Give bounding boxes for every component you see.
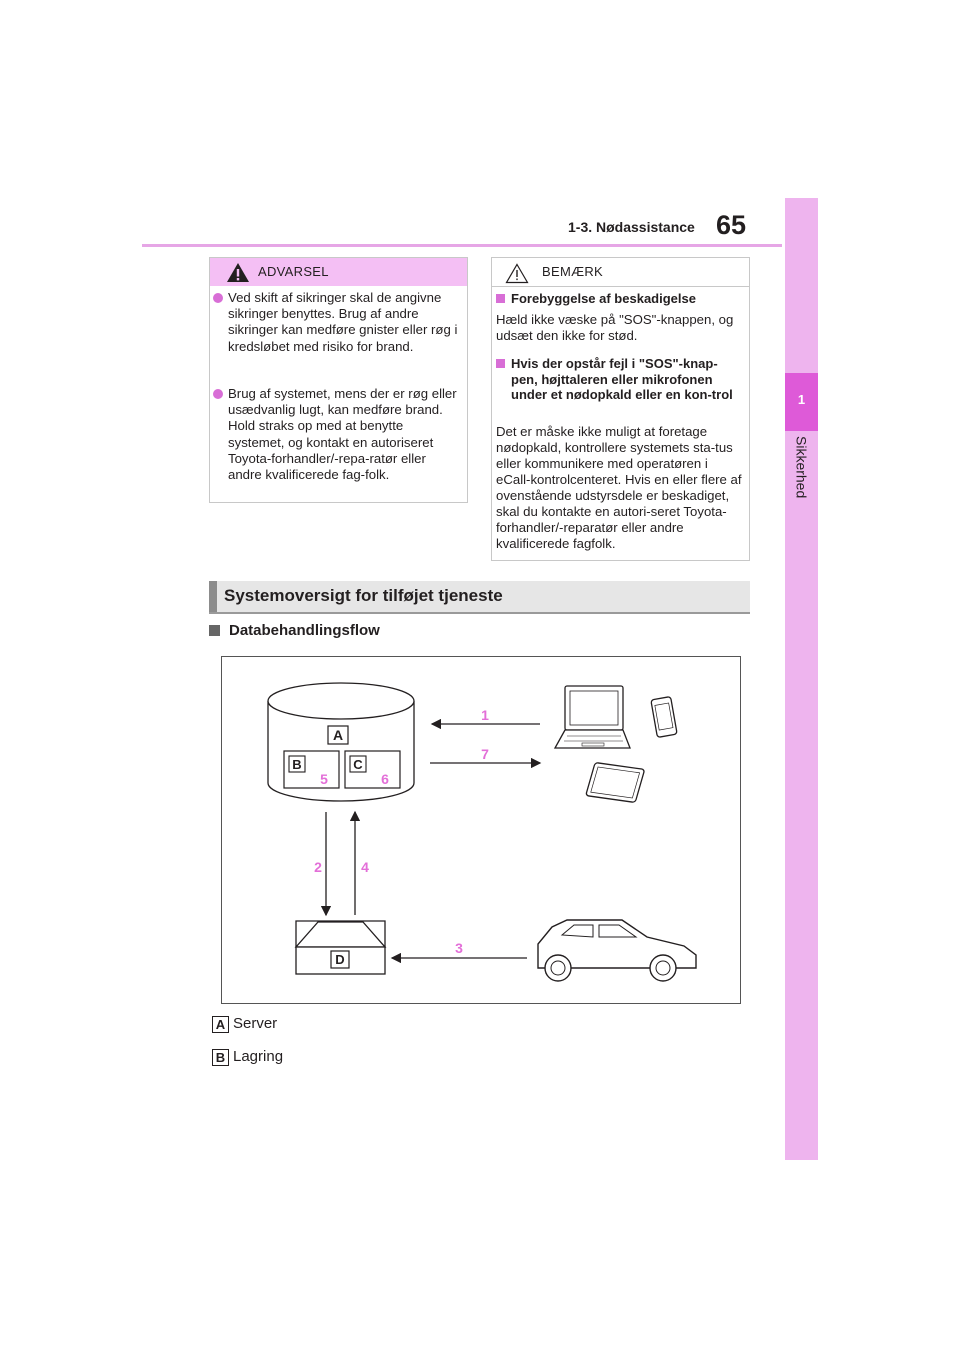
car-icon	[538, 920, 696, 981]
legend-text-a: Server	[233, 1015, 278, 1032]
server-label: A	[332, 727, 344, 743]
note-heading-2: Hvis der opstår fejl i "SOS"-knap-pen, højttaleren eller mikrofonen under et nødopkald eller en kon-trol	[511, 356, 733, 402]
bullet-icon	[213, 293, 223, 303]
caution-triangle-icon	[505, 263, 529, 284]
legend-key-a: A	[212, 1016, 229, 1033]
d-label: D	[335, 952, 345, 967]
legend-key-b: B	[212, 1049, 229, 1066]
section-rule	[209, 612, 750, 614]
note-title: BEMÆRK	[542, 264, 604, 279]
warning-item-2: Brug af systemet, mens der er røg eller usædvanlig lugt, kan medføre brand. Hold straks op med at benytte systemet, og kontakt en autoriseret Toyota-forhandler/-repa-ratør eller andre kvalificerede fag-folk.	[228, 386, 457, 483]
step-number-5: 5	[320, 771, 328, 787]
note-header-rule	[492, 286, 749, 287]
warning-item-1: Ved skift af sikringer skal de angivne sikringer benyttes. Brug af andre sikringer kan medføre gnister eller røg i kredsløbet med risiko for brand.	[228, 290, 458, 354]
section-accent	[209, 581, 217, 613]
c-label: C	[353, 757, 363, 772]
step-number-1: 1	[481, 707, 489, 723]
tablet-icon	[586, 763, 645, 803]
storage-label: B	[292, 757, 302, 772]
square-bullet-icon	[496, 359, 505, 368]
step-number-7: 7	[481, 746, 489, 762]
header-rule	[142, 244, 782, 247]
step-number-3: 3	[455, 940, 463, 956]
step-number-2: 2	[314, 859, 322, 875]
subsection-title: Databehandlingsflow	[229, 622, 380, 639]
bullet-icon	[213, 389, 223, 399]
warning-title: ADVARSEL	[258, 264, 329, 279]
note-body-1: Hæld ikke væske på "SOS"-knappen, og udsæt den ikke for stød.	[496, 312, 734, 343]
step-number-4: 4	[361, 859, 369, 875]
section-heading: 1-3. Nødassistance	[568, 219, 695, 235]
chapter-number: 1	[797, 392, 806, 407]
legend-text-b: Lagring	[233, 1048, 284, 1065]
diagram-canvas	[222, 657, 740, 1003]
note-body-2: Det er måske ikke muligt at foretage nødopkald, kontrollere systemets sta-tus eller kommunikere med operatøren i eCall-kontrolcenteret. Hvis en eller flere af ovenstående udstyrsdele er beskadiget, skal du kontakte en autori-seret Toyota-forhandler/-reparatør eller andre kvalificerede fagfolk.	[496, 424, 742, 551]
square-bullet-icon	[496, 294, 505, 303]
note-heading-1: Forebyggelse af beskadigelse	[511, 291, 696, 306]
warning-triangle-icon	[226, 262, 250, 283]
chapter-tab-strip	[785, 198, 818, 1160]
step-number-6: 6	[381, 771, 389, 787]
chapter-label: Sikkerhed	[793, 436, 810, 499]
page-number: 65	[716, 210, 747, 240]
laptop-icon	[555, 686, 630, 748]
data-flow-diagram	[221, 656, 741, 1004]
square-bullet-icon	[209, 625, 220, 636]
smartphone-icon	[651, 697, 677, 738]
section-title: Systemoversigt for tilføjet tjeneste	[224, 586, 503, 605]
